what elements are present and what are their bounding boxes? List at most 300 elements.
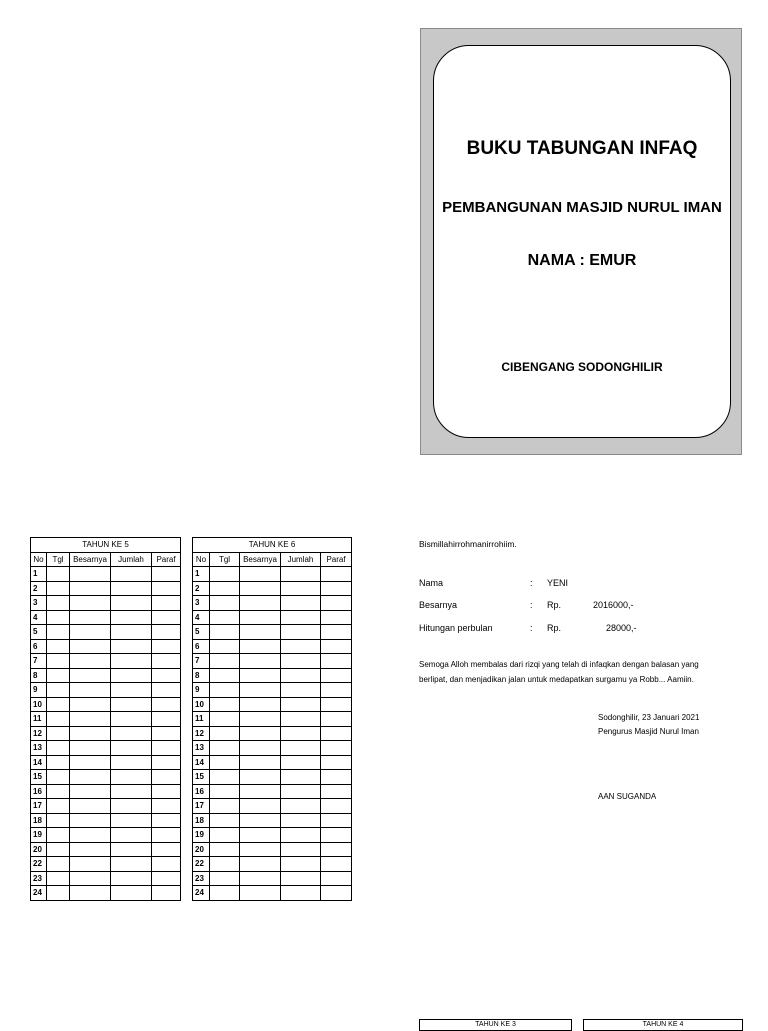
blank-cell — [111, 755, 152, 770]
cover-subtitle: PEMBANGUNAN MASJID NURUL IMAN — [442, 199, 722, 216]
blank-cell — [152, 683, 181, 698]
blank-cell — [281, 668, 321, 683]
row-number: 23 — [31, 871, 47, 886]
blank-cell — [70, 726, 111, 741]
table-title: TAHUN KE 6 — [193, 538, 352, 553]
blank-cell — [111, 871, 152, 886]
field-label-perbulan: Hitungan perbulan — [419, 623, 493, 633]
blank-cell — [47, 871, 70, 886]
blank-cell — [152, 726, 181, 741]
blank-cell — [240, 581, 281, 596]
blank-cell — [111, 639, 152, 654]
table-row — [31, 581, 181, 596]
blank-cell — [281, 654, 321, 669]
row-number: 14 — [193, 755, 210, 770]
blank-cell — [321, 712, 352, 727]
cover-card — [433, 45, 731, 438]
blank-cell — [281, 770, 321, 785]
blank-cell — [240, 683, 281, 698]
row-number: 1 — [193, 567, 210, 582]
blank-cell — [281, 712, 321, 727]
blank-cell — [210, 857, 240, 872]
blank-cell — [70, 799, 111, 814]
cover-frame — [420, 28, 742, 455]
blank-cell — [240, 741, 281, 756]
blank-cell — [152, 639, 181, 654]
column-header: Jumlah — [281, 552, 321, 567]
table-row — [193, 625, 352, 640]
blank-cell — [321, 726, 352, 741]
blank-cell — [240, 639, 281, 654]
blank-cell — [321, 799, 352, 814]
table-row — [31, 712, 181, 727]
blank-cell — [281, 784, 321, 799]
row-number: 16 — [31, 784, 47, 799]
table-row — [31, 842, 181, 857]
row-number: 14 — [31, 755, 47, 770]
blank-cell — [111, 842, 152, 857]
field-label-besarnya: Besarnya — [419, 600, 458, 610]
blank-cell — [70, 683, 111, 698]
prayer-line-1: Semoga Alloh membalas dari rizqi yang telah di infaqkan dengan balasan yang — [419, 660, 699, 669]
blank-cell — [70, 813, 111, 828]
table-row — [31, 567, 181, 582]
blank-cell — [47, 697, 70, 712]
column-header: No — [31, 552, 47, 567]
row-number: 20 — [193, 842, 210, 857]
ledger-table-year-6 — [192, 537, 352, 901]
blank-cell — [240, 610, 281, 625]
blank-cell — [281, 625, 321, 640]
table-row — [31, 828, 181, 843]
blank-cell — [321, 842, 352, 857]
column-header: Besarnya — [240, 552, 281, 567]
blank-cell — [70, 625, 111, 640]
blank-cell — [47, 799, 70, 814]
blank-cell — [321, 871, 352, 886]
field-colon: : — [530, 578, 533, 588]
blank-cell — [321, 625, 352, 640]
blank-cell — [111, 697, 152, 712]
row-number: 9 — [193, 683, 210, 698]
blank-cell — [47, 610, 70, 625]
blank-cell — [210, 712, 240, 727]
row-number: 3 — [31, 596, 47, 611]
blank-cell — [210, 639, 240, 654]
table-row — [193, 683, 352, 698]
table-row — [193, 784, 352, 799]
signatory: AAN SUGANDA — [598, 792, 657, 801]
row-number: 11 — [31, 712, 47, 727]
blank-cell — [321, 886, 352, 901]
blank-cell — [321, 610, 352, 625]
column-header: Tgl — [210, 552, 240, 567]
row-number: 12 — [31, 726, 47, 741]
table-row — [31, 610, 181, 625]
blank-cell — [70, 828, 111, 843]
blank-cell — [240, 697, 281, 712]
blank-cell — [240, 596, 281, 611]
row-number: 13 — [31, 741, 47, 756]
cover-place: CIBENGANG SODONGHILIR — [501, 360, 663, 374]
blank-cell — [321, 654, 352, 669]
blank-cell — [240, 813, 281, 828]
table-header-row — [31, 552, 181, 567]
table-row — [31, 813, 181, 828]
bottom-table-year-4: TAHUN KE 4 — [583, 1019, 743, 1031]
blank-cell — [47, 741, 70, 756]
blank-cell — [321, 567, 352, 582]
table-row — [193, 654, 352, 669]
blank-cell — [210, 842, 240, 857]
blank-cell — [111, 770, 152, 785]
table-row — [31, 871, 181, 886]
blank-cell — [111, 625, 152, 640]
row-number: 17 — [31, 799, 47, 814]
blank-cell — [70, 639, 111, 654]
blank-cell — [240, 799, 281, 814]
blank-cell — [152, 842, 181, 857]
row-number: 13 — [193, 741, 210, 756]
table-row — [193, 639, 352, 654]
blank-cell — [210, 755, 240, 770]
blank-cell — [321, 857, 352, 872]
blank-cell — [47, 654, 70, 669]
blank-cell — [47, 639, 70, 654]
blank-cell — [210, 668, 240, 683]
blank-cell — [47, 886, 70, 901]
place-date: Sodonghilir, 23 Januari 2021 — [598, 713, 700, 722]
blank-cell — [111, 654, 152, 669]
row-number: 7 — [31, 654, 47, 669]
blank-cell — [240, 625, 281, 640]
blank-cell — [111, 828, 152, 843]
blank-cell — [210, 871, 240, 886]
cover-name: NAMA : EMUR — [527, 252, 637, 269]
blank-cell — [281, 697, 321, 712]
blank-cell — [47, 712, 70, 727]
row-number: 20 — [31, 842, 47, 857]
blank-cell — [321, 741, 352, 756]
blank-cell — [70, 668, 111, 683]
blank-cell — [281, 741, 321, 756]
blank-cell — [281, 567, 321, 582]
blank-cell — [240, 712, 281, 727]
table-row — [193, 610, 352, 625]
blank-cell — [152, 799, 181, 814]
blank-cell — [47, 828, 70, 843]
blank-cell — [47, 683, 70, 698]
row-number: 10 — [193, 697, 210, 712]
row-number: 12 — [193, 726, 210, 741]
blank-cell — [70, 755, 111, 770]
table-row — [193, 813, 352, 828]
table-row — [193, 770, 352, 785]
row-number: 23 — [193, 871, 210, 886]
blank-cell — [70, 784, 111, 799]
blank-cell — [321, 581, 352, 596]
blank-cell — [281, 726, 321, 741]
blank-cell — [70, 857, 111, 872]
blank-cell — [210, 828, 240, 843]
blank-cell — [240, 871, 281, 886]
table-row — [31, 726, 181, 741]
row-number: 4 — [193, 610, 210, 625]
blank-cell — [70, 842, 111, 857]
blank-cell — [70, 697, 111, 712]
blank-cell — [281, 799, 321, 814]
blank-cell — [111, 886, 152, 901]
blank-cell — [321, 755, 352, 770]
field-label-nama: Nama — [419, 578, 444, 588]
row-number: 6 — [31, 639, 47, 654]
table-row — [31, 886, 181, 901]
blank-cell — [111, 726, 152, 741]
row-number: 24 — [193, 886, 210, 901]
table-row — [31, 596, 181, 611]
blank-cell — [111, 784, 152, 799]
blank-cell — [210, 654, 240, 669]
blank-cell — [70, 610, 111, 625]
blank-cell — [281, 683, 321, 698]
blank-cell — [47, 625, 70, 640]
blank-cell — [111, 712, 152, 727]
blank-cell — [152, 784, 181, 799]
blank-cell — [70, 581, 111, 596]
column-header: Jumlah — [111, 552, 152, 567]
table-row — [193, 755, 352, 770]
blank-cell — [281, 610, 321, 625]
blank-cell — [210, 799, 240, 814]
row-number: 19 — [193, 828, 210, 843]
blank-cell — [281, 755, 321, 770]
blank-cell — [152, 654, 181, 669]
field-colon: : — [530, 600, 533, 610]
blank-cell — [47, 726, 70, 741]
field-value-nama: YENI — [547, 578, 569, 588]
table-row — [31, 625, 181, 640]
blank-cell — [47, 581, 70, 596]
blank-cell — [210, 567, 240, 582]
blank-cell — [111, 610, 152, 625]
row-number: 2 — [31, 581, 47, 596]
row-number: 17 — [193, 799, 210, 814]
table-row — [193, 596, 352, 611]
blank-cell — [152, 581, 181, 596]
blank-cell — [111, 596, 152, 611]
blank-cell — [70, 871, 111, 886]
blank-cell — [321, 596, 352, 611]
row-number: 9 — [31, 683, 47, 698]
row-number: 24 — [31, 886, 47, 901]
blank-cell — [321, 683, 352, 698]
blank-cell — [240, 770, 281, 785]
row-number: 11 — [193, 712, 210, 727]
table-row — [31, 741, 181, 756]
blank-cell — [321, 697, 352, 712]
table-row — [193, 712, 352, 727]
table-row — [31, 784, 181, 799]
column-header: Paraf — [152, 552, 181, 567]
table-row — [31, 668, 181, 683]
blank-cell — [111, 581, 152, 596]
table-row — [193, 697, 352, 712]
blank-cell — [152, 871, 181, 886]
blank-cell — [152, 828, 181, 843]
blank-cell — [152, 668, 181, 683]
blank-cell — [111, 683, 152, 698]
bottom-table-year-3: TAHUN KE 3 — [419, 1019, 572, 1031]
column-header: Paraf — [321, 552, 352, 567]
table-row — [31, 639, 181, 654]
table-row — [193, 857, 352, 872]
blank-cell — [321, 668, 352, 683]
table-row — [193, 842, 352, 857]
blank-cell — [47, 784, 70, 799]
table-title: TAHUN KE 5 — [31, 538, 181, 553]
table-row — [193, 799, 352, 814]
blank-cell — [210, 741, 240, 756]
blank-cell — [47, 770, 70, 785]
column-header: Besarnya — [70, 552, 111, 567]
blank-cell — [240, 886, 281, 901]
blank-cell — [321, 813, 352, 828]
field-colon: : — [530, 623, 533, 633]
field-currency: Rp. — [547, 623, 562, 633]
blank-cell — [281, 842, 321, 857]
row-number: 5 — [31, 625, 47, 640]
blank-cell — [70, 596, 111, 611]
field-value-besarnya: 2016000,- — [593, 600, 634, 610]
blank-cell — [111, 813, 152, 828]
blank-cell — [152, 697, 181, 712]
table-row — [193, 741, 352, 756]
blank-cell — [240, 857, 281, 872]
blank-cell — [111, 799, 152, 814]
letter-opening: Bismillahirrohmanirrohiim. — [419, 539, 517, 549]
blank-cell — [47, 857, 70, 872]
ledger-table-year-5 — [30, 537, 181, 901]
blank-cell — [321, 770, 352, 785]
blank-cell — [281, 871, 321, 886]
table-row — [193, 668, 352, 683]
blank-cell — [70, 654, 111, 669]
table-row — [193, 828, 352, 843]
column-header: Tgl — [47, 552, 70, 567]
row-number: 18 — [31, 813, 47, 828]
field-currency: Rp. — [547, 600, 562, 610]
blank-cell — [47, 567, 70, 582]
blank-cell — [152, 712, 181, 727]
blank-cell — [47, 596, 70, 611]
table-row — [31, 857, 181, 872]
blank-cell — [240, 668, 281, 683]
column-header: No — [193, 552, 210, 567]
blank-cell — [47, 668, 70, 683]
blank-cell — [240, 784, 281, 799]
row-number: 7 — [193, 654, 210, 669]
row-number: 15 — [31, 770, 47, 785]
row-number: 4 — [31, 610, 47, 625]
blank-cell — [210, 610, 240, 625]
blank-cell — [210, 581, 240, 596]
table-row — [193, 567, 352, 582]
table-row — [31, 697, 181, 712]
blank-cell — [152, 596, 181, 611]
cover-title: BUKU TABUNGAN INFAQ — [466, 138, 698, 159]
blank-cell — [240, 567, 281, 582]
row-number: 8 — [31, 668, 47, 683]
table-row — [31, 654, 181, 669]
blank-cell — [210, 596, 240, 611]
blank-cell — [281, 581, 321, 596]
blank-cell — [70, 567, 111, 582]
field-value-perbulan: 28000,- — [606, 623, 637, 633]
blank-cell — [321, 639, 352, 654]
blank-cell — [47, 755, 70, 770]
table-row — [31, 755, 181, 770]
blank-cell — [240, 654, 281, 669]
blank-cell — [321, 828, 352, 843]
blank-cell — [281, 886, 321, 901]
row-number: 15 — [193, 770, 210, 785]
blank-cell — [210, 784, 240, 799]
blank-cell — [70, 712, 111, 727]
blank-cell — [152, 770, 181, 785]
blank-cell — [210, 886, 240, 901]
table-row — [31, 683, 181, 698]
table-row — [193, 886, 352, 901]
blank-cell — [47, 842, 70, 857]
row-number: 3 — [193, 596, 210, 611]
table-header-row — [193, 552, 352, 567]
blank-cell — [152, 567, 181, 582]
table-row — [31, 799, 181, 814]
blank-cell — [210, 683, 240, 698]
row-number: 18 — [193, 813, 210, 828]
blank-cell — [152, 857, 181, 872]
organization: Pengurus Masjid Nurul Iman — [598, 727, 699, 736]
blank-cell — [281, 828, 321, 843]
blank-cell — [111, 741, 152, 756]
prayer-line-2: berlipat, dan menjadikan jalan untuk medapatkan surgamu ya Robb... Aamiin. — [419, 675, 694, 684]
blank-cell — [111, 857, 152, 872]
row-number: 10 — [31, 697, 47, 712]
row-number: 8 — [193, 668, 210, 683]
blank-cell — [70, 741, 111, 756]
blank-cell — [240, 726, 281, 741]
blank-cell — [210, 770, 240, 785]
row-number: 16 — [193, 784, 210, 799]
blank-cell — [210, 625, 240, 640]
blank-cell — [240, 828, 281, 843]
row-number: 1 — [31, 567, 47, 582]
blank-cell — [152, 625, 181, 640]
blank-cell — [152, 886, 181, 901]
row-number: 6 — [193, 639, 210, 654]
blank-cell — [281, 596, 321, 611]
table-row — [193, 871, 352, 886]
row-number: 19 — [31, 828, 47, 843]
row-number: 2 — [193, 581, 210, 596]
blank-cell — [240, 755, 281, 770]
row-number: 5 — [193, 625, 210, 640]
blank-cell — [321, 784, 352, 799]
blank-cell — [281, 857, 321, 872]
blank-cell — [240, 842, 281, 857]
blank-cell — [70, 770, 111, 785]
blank-cell — [210, 726, 240, 741]
